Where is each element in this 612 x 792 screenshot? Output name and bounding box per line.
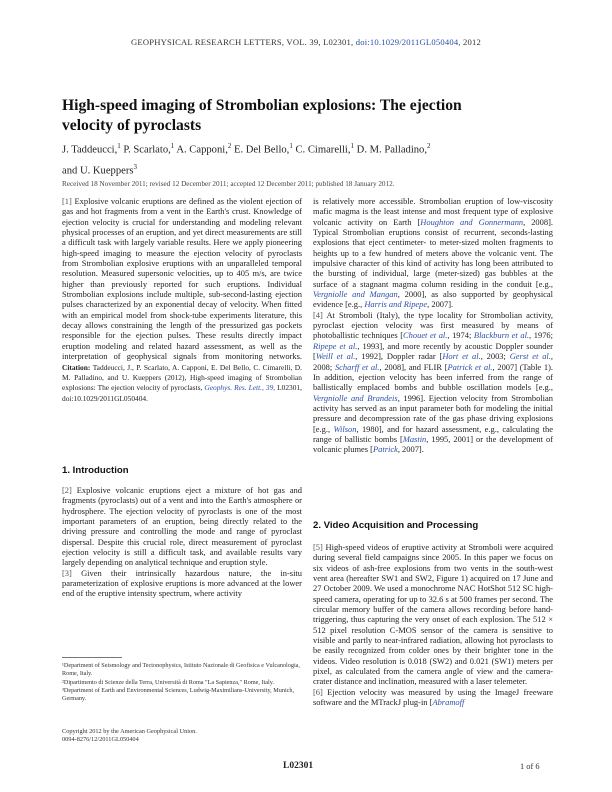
ref-link[interactable]: Blackburn et al. xyxy=(473,330,530,341)
received-dates: Received 18 November 2011; revised 12 December 2011; accepted 12 December 2011; published 18 January 2012. xyxy=(62,180,395,188)
paragraph-3: [3] Given their intrinsically hazardous nature, the in-situ parameterization of explosive eruptions is more advanced at the lower end of the eruptive intensity spectrum, where activity xyxy=(62,567,303,599)
author-list: J. Taddeucci,$^1$ P. Scarlato,$^1$ A. Capponi,$^2$ E. Del Bello,$^1$ C. Cimarelli,$^1$ D. M. Palladino,$^2$ and U. Kueppers$^3$ xyxy=(62,142,431,177)
ref-link[interactable]: Chouet et al. xyxy=(403,330,448,341)
ref-link[interactable]: Ripepe et al. xyxy=(313,340,358,351)
ref-link[interactable]: Scharff et al. xyxy=(334,361,380,372)
footnote-divider xyxy=(62,657,122,658)
abstract-text: [1] Explosive volcanic eruptions are defined as the violent ejection of gas and hot fragments from a vent in the Earth's crust. Knowledge of ejection velocity is crucial for understanding and modeling relevant physical processes of an eruption, and yet direct measurements are still a difficult task with largely variable results. Here we apply pioneering high-speed imaging to measure the ejection velocity of pyroclasts from Strombolian explosive eruptions with an unparalleled temporal resolution. Measured supersonic velocities, up to 405 m/s, are twice higher than previously reported for such eruptions. Individual Strombolian explosions include multiple, sub-second-lasting ejection pulses characterized by an exponential decay of velocity. When fitted with an empirical model from shock-tube experiments literature, this decay allows constraining the length of the pressurized gas pockets responsible for the ejection pulses. These results directly impact eruption modeling and related hazard assessment, as well as the interpretation of geophysical signals from monitoring networks. Citation: Taddeucci, J., P. Scarlato, A. Capponi, E. Del Bello, C. Cimarelli, D. M. Palladino, and U. Kueppers (2012), High-speed imaging of Strombolian explosions: The ejection velocity of pyroclasts, Geophys. Res. Lett., 39, L02301, doi:10.1029/2011GL050404. xyxy=(62,196,302,403)
footnote-1: ¹Department of Seismology and Tectonophysics, Istituto Nazionale di Geofisica e Vulcanologia, Rome, Italy. xyxy=(62,662,300,677)
doi-link[interactable]: doi:10.1029/2011GL050404, xyxy=(355,37,461,47)
page-count: 1 of 6 xyxy=(520,762,540,771)
paragraph-3-continued: is relatively more accessible. Strombolian eruption of low-viscosity mafic magma is the least intense and most frequent type of explosive volcanic activity on Earth [Houghton and Gonnermann, 2008]. Typical Strombolian eruptions consist of recurrent, seconds-lasting explosions that eject centimeter- to meter-sized molten fragments to heights up to a few hundred of meters above the volcanic vent. The impulsive character of this kind of activity has long been attributed to the bursting of individual, large (meter-sized) gas bubbles at the surface of a stagnant magma column residing in the conduit [e.g., Vergniolle and Mangan, 2000], as also supported by geophysical evidence [e.g., Harris and Ripepe, 2007]. xyxy=(313,196,554,310)
ref-link[interactable]: Vergniolle and Mangan xyxy=(313,289,398,300)
ref-link[interactable]: Vergniolle and Brandeis xyxy=(313,392,398,403)
ref-link[interactable]: Hort et al. xyxy=(442,351,481,362)
ref-link[interactable]: Wilson xyxy=(333,423,357,434)
running-head xyxy=(0,37,612,47)
journal-name: GEOPHYSICAL RESEARCH LETTERS, VOL. 39, L02301, xyxy=(130,37,354,47)
section-heading-introduction: 1. Introduction xyxy=(62,465,129,476)
affiliation-footnotes xyxy=(62,662,302,704)
journal-year: 2012 xyxy=(463,37,482,47)
footnote-2: ²Dipartimento di Scienze della Terra, Università di Roma "La Sapienza," Rome, Italy. xyxy=(62,678,274,686)
paper-title: High-speed imaging of Strombolian explosions: The ejection velocity of pyroclasts xyxy=(62,97,462,134)
ref-link[interactable]: Abramoff xyxy=(432,697,465,708)
paragraph-5: [5] High-speed videos of eruptive activity at Stromboli were acquired during several field campaigns since 2005. In this paper we focus on six videos of ash-free explosions from two vents in the south-west vent area (hereafter SW1 and SW2, Figure 1) acquired on 17 June and 27 October 2009. We used a monochrome NAC HotShot 512 SC high-speed camera, operating for up to 32.6 s at 500 frames per second. The circular memory buffer of the camera allows recording before hand-triggering, thus capturing the very onset of each explosion. The 512 × 512 pixel resolution C-MOS sensor of the camera is sensitive to visible and partly to near-infrared radiation, allowing hot pyroclasts to be easily recognized from colder ones by their brighter tone in the videos. Video resolution is 0.018 (SW2) and 0.021 (SW1) meters per pixel, as calculated from the camera angle of view and the camera-crater distance and inclination, measured with a laser telemeter. xyxy=(313,542,554,687)
video-section-text xyxy=(313,542,553,708)
citation: Citation: Taddeucci, J., P. Scarlato, A. Capponi, E. Del Bello, C. Cimarelli, D. M. Palladino, and U. Kueppers (2012), High-speed imaging of Strombolian explosions: The ejection velocity of pyroclasts, Geophys. Res. Lett., 39, L02301, doi:10.1029/2011GL050404. xyxy=(62,362,302,403)
copyright-notice: Copyright 2012 by the American Geophysical Union. 0094-8276/12/2011GL050404 xyxy=(62,728,197,743)
ref-link[interactable]: Mastin xyxy=(402,433,427,444)
ref-link[interactable]: Patrick et al. xyxy=(447,361,493,372)
section-heading-video-acquisition: 2. Video Acquisition and Processing xyxy=(313,520,479,531)
paragraph-6: [6] Ejection velocity was measured by using the ImageJ freeware software and the MTrackJ plug-in [Abramoff xyxy=(313,686,554,708)
ref-link[interactable]: Patrick xyxy=(372,444,398,455)
ref-link[interactable]: Weill et al. xyxy=(315,351,356,362)
article-id-footer: L02301 xyxy=(283,761,314,771)
ref-link[interactable]: Harris and Ripepe xyxy=(364,299,428,310)
paragraph-4: [4] At Stromboli (Italy), the type locality for Strombolian activity, pyroclast ejection velocity was first measured by means of photoballistic techniques [Chouet et al., 1974; Blackburn et al., 1976; Ripepe et al., 1993], and more recently by acoustic Doppler sounder [Weill et al., 1992], Doppler radar [Hort et al., 2003; Gerst et al., 2008; Scharff et al., 2008], and FLIR [Patrick et al., 2007] (Table 1). In addition, ejection velocity has been inferred from the range of ballistically emplaced bombs and bubble oscillation models [e.g., Vergniolle and Brandeis, 1996]. Ejection velocity from Strombolian activity has served as an input parameter both for modeling the initial pressure and decompression rate of the gas phase driving explosions [e.g., Wilson, 1980], and for hazard assessment, e.g., calculating the range of ballistic bombs [Mastin, 1995, 2001] or the development of volcanic plumes [Patrick, 2007]. xyxy=(313,309,554,455)
ref-link[interactable]: Houghton and Gonnermann xyxy=(420,216,524,227)
right-column-text xyxy=(313,196,553,455)
footnote-3: ³Department of Earth and Environmental Sciences, Ludwig-Maximilians-University, Munich, Germany. xyxy=(62,687,295,703)
abstract-block xyxy=(62,196,302,403)
introduction-text xyxy=(62,485,302,599)
ref-link[interactable]: Gerst et al. xyxy=(509,351,551,362)
paragraph-2: [2] Explosive volcanic eruptions eject a mixture of hot gas and fragments (pyroclasts) out of a vent and into the Earth's atmosphere or hydrosphere. The ejection velocity of pyroclasts is one of the most important parameters of an eruption, being directly related to the driving pressure and controlling the mode and range of pyroclast dispersal. Despite this crucial role, direct measurement of pyroclast ejection velocity is still a difficult task, and available results vary largely depending on analytical technique and eruption style. xyxy=(62,485,302,568)
